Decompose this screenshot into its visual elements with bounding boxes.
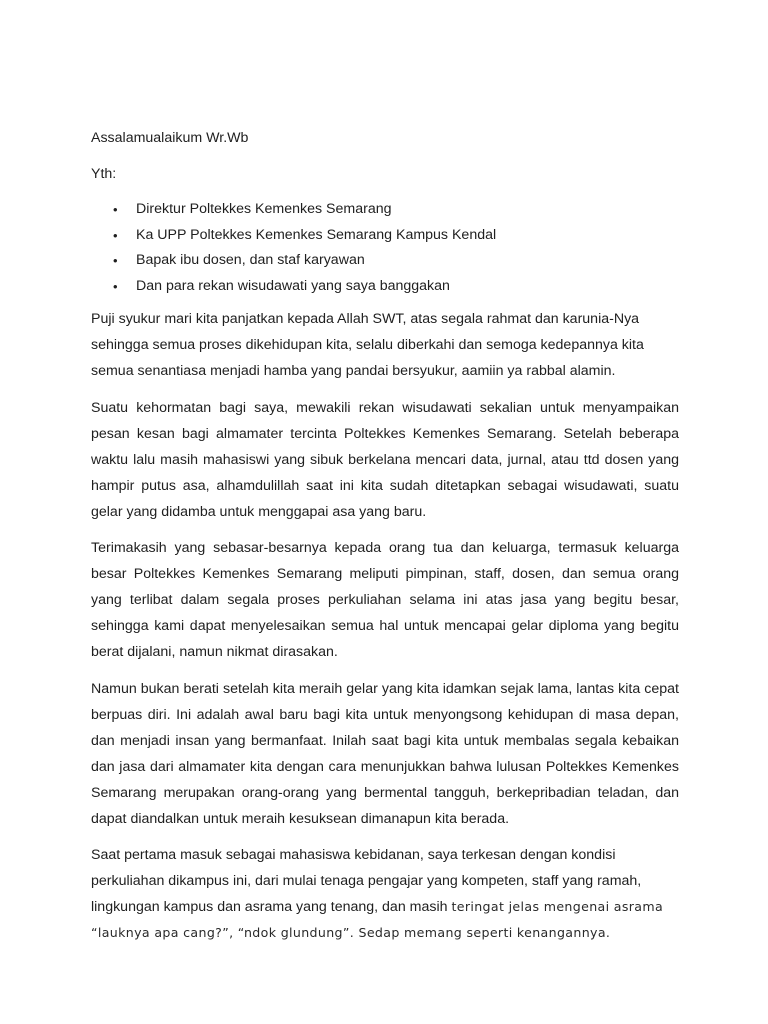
list-item bbox=[91, 197, 679, 223]
bullet-icon: • bbox=[113, 227, 118, 243]
recipient-text: Bapak ibu dosen, dan staf karyawan bbox=[136, 252, 365, 268]
bullet-icon: • bbox=[113, 202, 118, 217]
addressee-heading: Yth: bbox=[91, 166, 117, 182]
paragraph-memories bbox=[91, 842, 679, 946]
list-item bbox=[91, 223, 679, 249]
list-item bbox=[91, 274, 679, 300]
paragraph-honor: Suatu kehormatan bagi saya, mewakili rekan wisudawati sekalian untuk menyampaikan pesan kesan bagi almamater tercinta Poltekkes Kemenkes Semarang. Setelah beberapa waktu lalu masih mahasiswi yang sibuk berkelana mencari data, jurnal, atau ttd dosen yang hampir putus asa, alhamdulillah saat ini kita sudah ditetapkan sebagai wisudawati, suatu gelar yang didamba untuk menggapai asa yang baru. bbox=[91, 399, 679, 520]
greeting: Assalamualaikum Wr.Wb bbox=[91, 130, 249, 146]
document-page bbox=[91, 125, 679, 957]
memories-text: Saat pertama masuk sebagai mahasiswa kebidanan, saya terkesan dengan kondisi perkuliahan dikampus ini, dari mulai tenaga pengajar yang kompeten, staff yang ramah, lingkungan kampus dan asrama yang tenang, dan masih bbox=[91, 847, 642, 915]
recipient-text: Dan para rekan wisudawati yang saya banggakan bbox=[136, 277, 450, 294]
paragraph-thanks: Terimakasih yang sebasar-besarnya kepada orang tua dan keluarga, termasuk keluarga besar Poltekkes Kemenkes Semarang meliputi pimpinan, staff, dosen, dan semua orang yang terlibat dalam segala proses perkuliahan selama ini atas jasa yang begitu besar, sehingga kami dapat menyelesaikan semua hal untuk mencapai gelar diploma yang begitu berat dijalani, namun nikmat dirasakan. bbox=[91, 540, 679, 660]
bullet-icon: • bbox=[113, 253, 118, 268]
paragraph-new-beginning: Namun bukan berati setelah kita meraih gelar yang kita idamkan sejak lama, lantas kita cepat berpuas diri. Ini adalah awal baru bagi kita untuk menyongsong kehidupan di masa depan, dan menjadi insan yang bermanfaat. Inilah saat bagi kita untuk membalas segala kebaikan dan jasa dari almamater kita dengan cara menunjukkan bahwa lulusan Poltekkes Kemenkes Semarang merupakan orang-orang yang bermental tangguh, berkepribadian teladan, dan dapat diandalkan untuk meraih kesuksean dimanapun kita berada. bbox=[91, 680, 679, 827]
paragraph-gratitude: Puji syukur mari kita panjatkan kepada Allah SWT, atas segala rahmat dan karunia-Nya sehingga semua proses dikehidupan kita, selalu diberkahi dan semoga kedepannya kita semua senantiasa menjadi hamba yang pandai bersyukur, aamiin ya rabbal alamin. bbox=[91, 311, 644, 379]
recipient-text: Direktur Poltekkes Kemenkes Semarang bbox=[136, 201, 392, 217]
memories-tail-text: teringat jelas mengenai asrama “lauknya apa cang?”, “ndok glundung”. Sedap memang seperti kenangannya. bbox=[91, 899, 664, 940]
recipient-list bbox=[91, 197, 679, 299]
recipient-text: Ka UPP Poltekkes Kemenkes Semarang Kampus Kendal bbox=[136, 226, 497, 243]
list-item bbox=[91, 248, 679, 274]
bullet-icon: • bbox=[113, 278, 118, 294]
